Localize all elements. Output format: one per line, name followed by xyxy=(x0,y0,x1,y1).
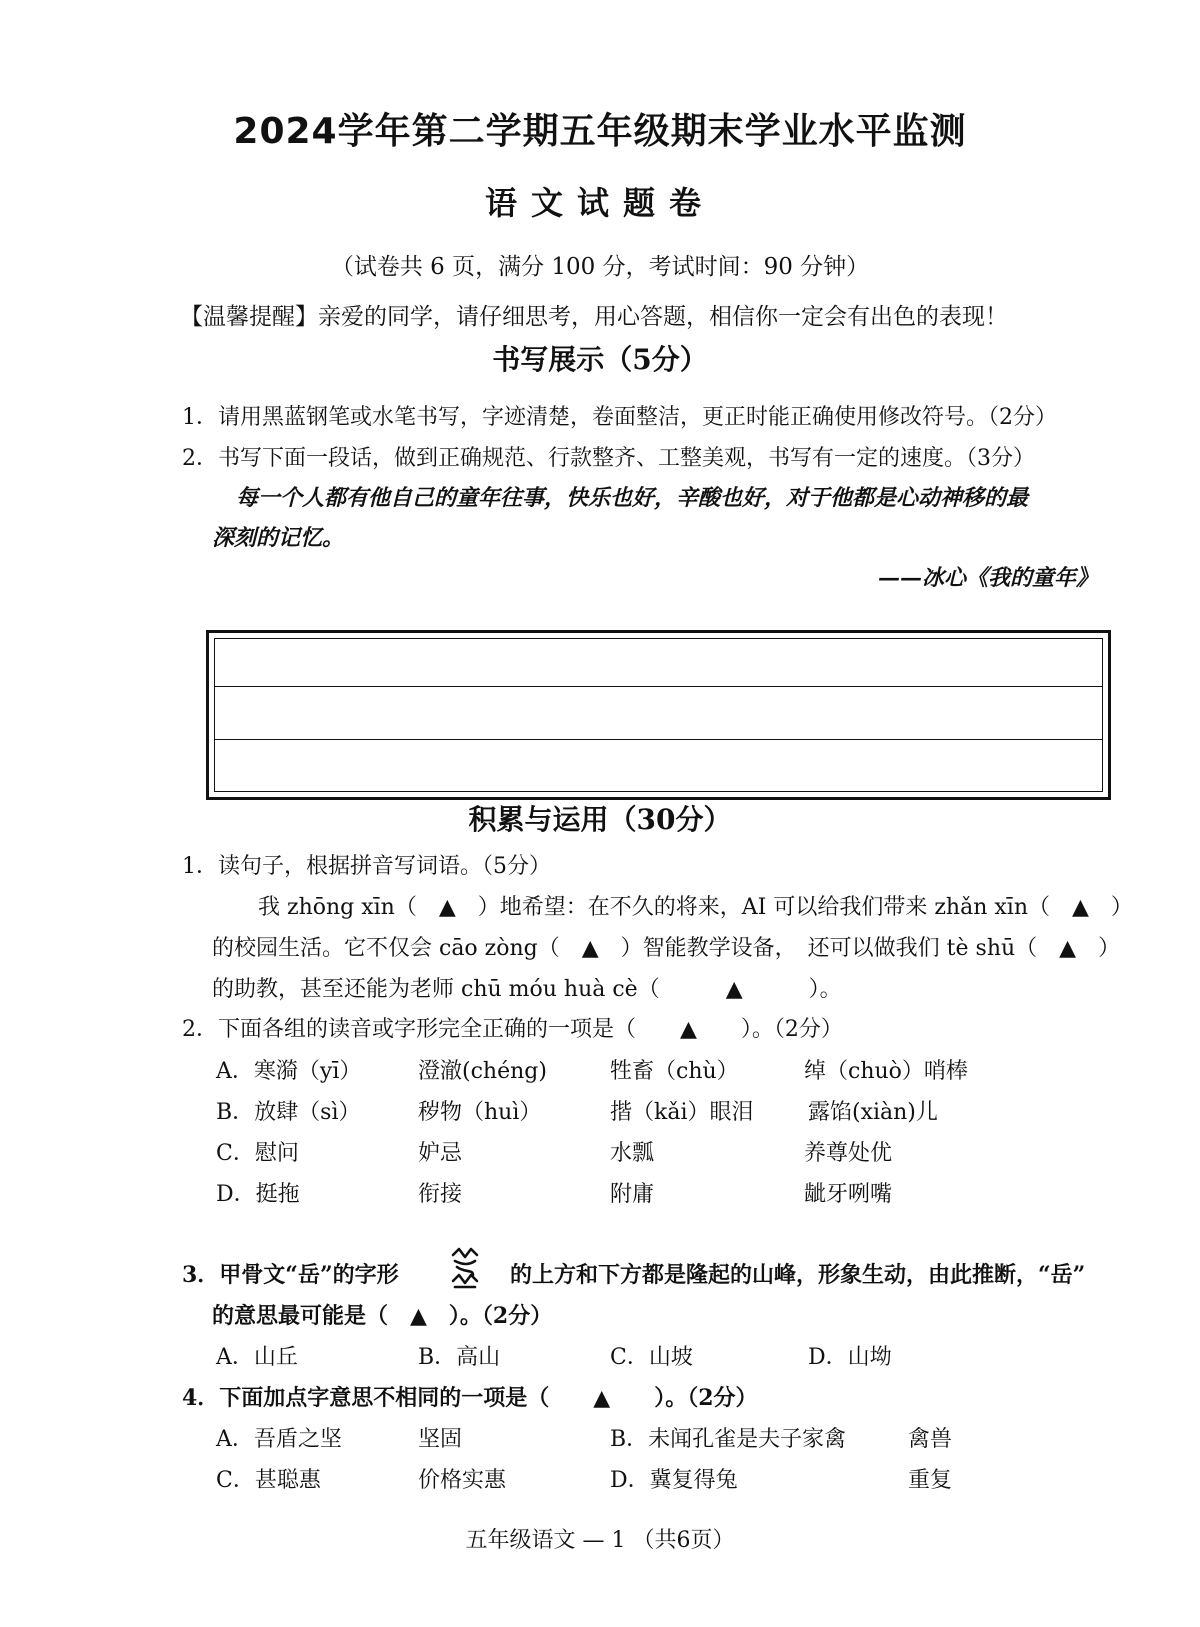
q3-option-d: D．山坳 xyxy=(808,1345,892,1370)
q3-option-a: A．山丘 xyxy=(216,1345,298,1370)
q2-option-c-4: 养尊处优 xyxy=(804,1141,893,1166)
q4-option-d-1: D．冀复得兔 xyxy=(610,1468,738,1493)
oracle-bone-yue-glyph-icon xyxy=(447,1247,483,1293)
q2-option-c-1: C．慰问 xyxy=(216,1141,299,1166)
q4-option-a-1: A．吾盾之坚 xyxy=(216,1427,342,1452)
exam-subtitle: 语文试题卷 xyxy=(484,184,715,222)
q2-option-d-3: 附庸 xyxy=(610,1182,655,1207)
q3-stem-c: 的意思最可能是（ ▲ ）。（2分） xyxy=(212,1303,553,1329)
q2-option-b-3: 揩（kǎi）眼泪 xyxy=(610,1100,754,1125)
page-footer: 五年级语文 — 1 （共6页） xyxy=(465,1528,735,1553)
q1-line-1: 我 zhōng xīn（ ▲ ）地希望：在不久的将来，AI 可以给我们带来 zhǎn xīn（ ▲ ） xyxy=(258,895,1133,920)
q1-line-2: 的校园生活。它不仅会 cāo zòng（ ▲ ）智能教学设备， 还可以做我们 tè shū（ ▲ ） xyxy=(212,936,1121,961)
q1-stem: 1．读句子，根据拼音写词语。（5分） xyxy=(182,854,551,879)
quote-line-2: 深刻的记忆。 xyxy=(212,525,345,551)
q2-option-c-2: 妒忌 xyxy=(418,1141,463,1166)
q3-option-b: B．高山 xyxy=(418,1345,501,1370)
q2-option-b-2: 秽物（huì） xyxy=(418,1100,542,1125)
q2-option-a-3: 牲畜（chù） xyxy=(610,1059,739,1084)
q3-option-c: C．山坡 xyxy=(610,1345,693,1370)
writing-line xyxy=(215,686,1102,687)
exam-title: 2024学年第二学期五年级期末学业水平监测 xyxy=(233,111,967,152)
q4-option-c-1: C．甚聪惠 xyxy=(216,1468,321,1493)
q2-option-a-4: 绰（chuò）哨棒 xyxy=(804,1059,968,1084)
section-writing-heading: 书写展示（5分） xyxy=(492,343,708,376)
writing-question-1: 1．请用黑蓝钢笔或水笔书写，字迹清楚，卷面整洁，更正时能正确使用修改符号。（2分） xyxy=(182,405,1057,430)
quote-attribution: ——冰心《我的童年》 xyxy=(878,565,1099,591)
q2-option-d-2: 衔接 xyxy=(418,1182,463,1207)
q4-option-d-2: 重复 xyxy=(908,1468,953,1493)
q4-option-b-1: B．未闻孔雀是夫子家禽 xyxy=(610,1427,847,1452)
quote-line-1: 每一个人都有他自己的童年往事，快乐也好，辛酸也好，对于他都是心动神移的最 xyxy=(236,485,1029,511)
q2-option-a-1: A．寒漪（yī） xyxy=(216,1059,362,1084)
q2-option-b-1: B．放肆（sì） xyxy=(216,1100,361,1125)
q3-stem-a: 3．甲骨文“岳”的字形 xyxy=(182,1262,399,1288)
q2-option-c-3: 水瓢 xyxy=(610,1141,655,1166)
q2-stem: 2．下面各组的读音或字形完全正确的一项是（ ▲ ）。（2分） xyxy=(182,1017,843,1042)
q4-option-b-2: 禽兽 xyxy=(908,1427,953,1452)
q3-stem-b: 的上方和下方都是隆起的山峰，形象生动，由此推断，“岳” xyxy=(510,1262,1086,1288)
writing-line xyxy=(215,739,1102,740)
q4-option-a-2: 坚固 xyxy=(418,1427,463,1452)
q1-line-3: 的助教，甚至还能为老师 chū móu huà cè（ ▲ ）。 xyxy=(212,977,842,1002)
writing-question-2: 2．书写下面一段话，做到正确规范、行款整齐、工整美观，书写有一定的速度。（3分） xyxy=(182,446,1035,471)
q4-option-c-2: 价格实惠 xyxy=(418,1468,507,1493)
q2-option-b-4: 露馅(xiàn)儿 xyxy=(808,1100,938,1125)
q4-stem: 4．下面加点字意思不相同的一项是（ ▲ ）。（2分） xyxy=(182,1385,758,1411)
q2-option-d-1: D．挺拖 xyxy=(216,1182,300,1207)
handwriting-answer-box[interactable] xyxy=(206,630,1111,800)
exam-info: （试卷共 6 页，满分 100 分，考试时间：90 分钟） xyxy=(330,254,870,280)
exam-tip: 【温馨提醒】亲爱的同学，请仔细思考，用心答题，相信你一定会有出色的表现！ xyxy=(180,304,1008,330)
q2-option-a-2: 澄澈(chéng) xyxy=(418,1059,547,1084)
section-accumulation-heading: 积累与运用（30分） xyxy=(468,803,732,836)
q2-option-d-4: 龇牙咧嘴 xyxy=(804,1182,893,1207)
